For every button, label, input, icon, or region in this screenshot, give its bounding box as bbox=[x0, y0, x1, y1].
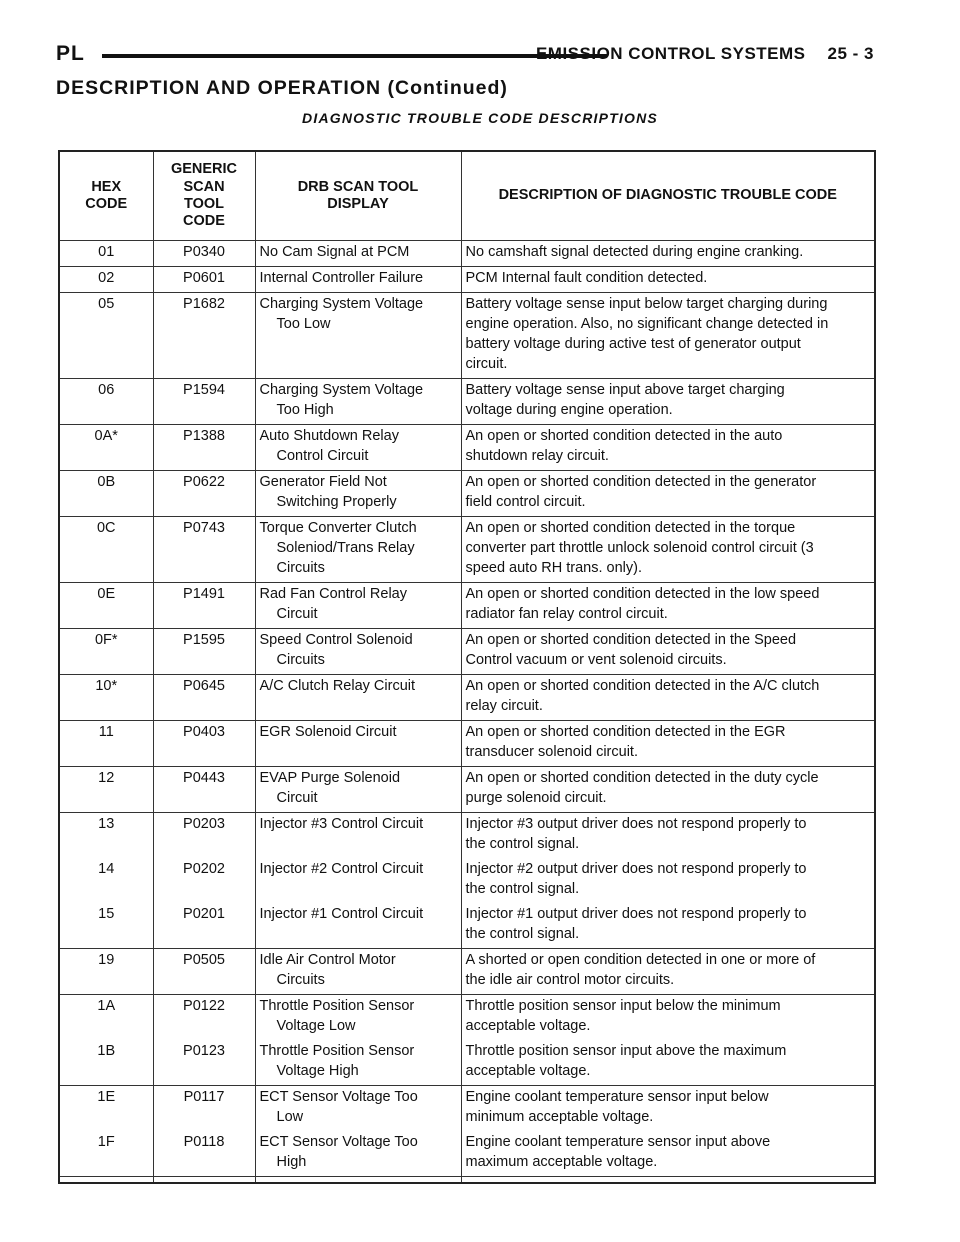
table-row bbox=[59, 995, 875, 1041]
drb-display-text: Idle Air Control Motor Circuits bbox=[259, 952, 396, 988]
cell-generic-code: P0505 bbox=[153, 949, 255, 995]
table-row bbox=[59, 721, 875, 767]
cell-hex-code: 1A bbox=[59, 995, 153, 1041]
cell-drb-display bbox=[255, 1086, 461, 1132]
col-header-hex: HEX CODE bbox=[59, 151, 153, 241]
cell-drb-display bbox=[255, 675, 461, 721]
cell-generic-code: P0118 bbox=[153, 1131, 255, 1177]
table-row bbox=[59, 813, 875, 859]
dtc-table bbox=[58, 150, 876, 1184]
spacer-cell bbox=[153, 1177, 255, 1184]
drb-display-text: Injector #1 Control Circuit bbox=[259, 906, 424, 922]
spacer-cell bbox=[255, 1177, 461, 1184]
section-title: DESCRIPTION AND OPERATION (Continued) bbox=[56, 77, 508, 99]
table-row bbox=[59, 379, 875, 425]
cell-description: An open or shorted condition detected in the low speed radiator fan relay control circuit. bbox=[461, 583, 875, 629]
drb-display-text: EVAP Purge Solenoid Circuit bbox=[259, 770, 401, 806]
cell-generic-code: P0122 bbox=[153, 995, 255, 1041]
cell-description: Injector #2 output driver does not respond properly to the control signal. bbox=[461, 858, 875, 903]
table-row bbox=[59, 583, 875, 629]
cell-hex-code: 05 bbox=[59, 293, 153, 379]
drb-display-text: Rad Fan Control Relay Circuit bbox=[259, 586, 407, 622]
drb-display-text: Internal Controller Failure bbox=[259, 270, 424, 286]
drb-display-text: Charging System Voltage Too High bbox=[259, 382, 424, 418]
drb-display-text: Charging System Voltage Too Low bbox=[259, 296, 424, 332]
cell-hex-code: 06 bbox=[59, 379, 153, 425]
cell-generic-code: P1388 bbox=[153, 425, 255, 471]
cell-generic-code: P0622 bbox=[153, 471, 255, 517]
header-right bbox=[536, 44, 874, 64]
cell-drb-display bbox=[255, 241, 461, 267]
cell-hex-code: 1F bbox=[59, 1131, 153, 1177]
cell-generic-code: P0123 bbox=[153, 1040, 255, 1086]
cell-generic-code: P0203 bbox=[153, 813, 255, 859]
table-row bbox=[59, 1086, 875, 1132]
drb-display-text: EGR Solenoid Circuit bbox=[259, 724, 397, 740]
cell-drb-display bbox=[255, 813, 461, 859]
spacer-cell bbox=[461, 1177, 875, 1184]
cell-description: Engine coolant temperature sensor input below minimum acceptable voltage. bbox=[461, 1086, 875, 1132]
cell-generic-code: P0340 bbox=[153, 241, 255, 267]
cell-description: No camshaft signal detected during engine cranking. bbox=[461, 241, 875, 267]
cell-description: Battery voltage sense input above target charging voltage during engine operation. bbox=[461, 379, 875, 425]
cell-drb-display bbox=[255, 949, 461, 995]
cell-hex-code: 0F* bbox=[59, 629, 153, 675]
cell-description: An open or shorted condition detected in the duty cycle purge solenoid circuit. bbox=[461, 767, 875, 813]
header-code: PL bbox=[56, 42, 85, 65]
cell-description: Battery voltage sense input below target charging during engine operation. Also, no significant change detected in battery voltage during active test of generator output circuit. bbox=[461, 293, 875, 379]
cell-hex-code: 13 bbox=[59, 813, 153, 859]
cell-hex-code: 14 bbox=[59, 858, 153, 903]
drb-display-text: ECT Sensor Voltage Too Low bbox=[259, 1089, 418, 1125]
cell-drb-display bbox=[255, 629, 461, 675]
drb-display-text: Generator Field Not Switching Properly bbox=[259, 474, 397, 510]
cell-hex-code: 1E bbox=[59, 1086, 153, 1132]
drb-display-text: No Cam Signal at PCM bbox=[259, 244, 410, 260]
cell-generic-code: P1594 bbox=[153, 379, 255, 425]
drb-display-text: Injector #3 Control Circuit bbox=[259, 816, 424, 832]
cell-drb-display bbox=[255, 425, 461, 471]
cell-description: An open or shorted condition detected in the Speed Control vacuum or vent solenoid circuits. bbox=[461, 629, 875, 675]
cell-drb-display bbox=[255, 471, 461, 517]
cell-drb-display bbox=[255, 267, 461, 293]
drb-display-text: ECT Sensor Voltage Too High bbox=[259, 1134, 418, 1170]
cell-generic-code: P1682 bbox=[153, 293, 255, 379]
drb-display-text: Speed Control Solenoid Circuits bbox=[259, 632, 413, 668]
cell-generic-code: P0201 bbox=[153, 903, 255, 949]
drb-display-text: A/C Clutch Relay Circuit bbox=[259, 678, 416, 694]
table-row bbox=[59, 517, 875, 583]
page-header bbox=[56, 42, 874, 70]
col-header-generic: GENERIC SCAN TOOL CODE bbox=[153, 151, 255, 241]
table-title: DIAGNOSTIC TROUBLE CODE DESCRIPTIONS bbox=[302, 110, 658, 126]
cell-description: An open or shorted condition detected in the torque converter part throttle unlock solenoid control circuit (3 speed auto RH trans. only). bbox=[461, 517, 875, 583]
cell-drb-display bbox=[255, 583, 461, 629]
table-spacer-row bbox=[59, 1177, 875, 1184]
cell-description: Throttle position sensor input below the minimum acceptable voltage. bbox=[461, 995, 875, 1041]
cell-generic-code: P1491 bbox=[153, 583, 255, 629]
cell-hex-code: 0E bbox=[59, 583, 153, 629]
cell-drb-display bbox=[255, 995, 461, 1041]
cell-hex-code: 1B bbox=[59, 1040, 153, 1086]
cell-drb-display bbox=[255, 1131, 461, 1177]
cell-generic-code: P0743 bbox=[153, 517, 255, 583]
drb-display-text: Injector #2 Control Circuit bbox=[259, 861, 424, 877]
cell-drb-display bbox=[255, 721, 461, 767]
cell-generic-code: P1595 bbox=[153, 629, 255, 675]
table-row bbox=[59, 949, 875, 995]
col-header-desc: DESCRIPTION OF DIAGNOSTIC TROUBLE CODE bbox=[461, 151, 875, 241]
table-row bbox=[59, 675, 875, 721]
cell-generic-code: P0403 bbox=[153, 721, 255, 767]
cell-generic-code: P0645 bbox=[153, 675, 255, 721]
table-row bbox=[59, 267, 875, 293]
spacer-cell bbox=[59, 1177, 153, 1184]
drb-display-text: Throttle Position Sensor Voltage Low bbox=[259, 998, 415, 1034]
table-row bbox=[59, 629, 875, 675]
cell-drb-display bbox=[255, 1040, 461, 1086]
table-row bbox=[59, 1040, 875, 1086]
header-rule bbox=[102, 54, 607, 58]
cell-generic-code: P0601 bbox=[153, 267, 255, 293]
cell-description: Injector #3 output driver does not respond properly to the control signal. bbox=[461, 813, 875, 859]
cell-description: Throttle position sensor input above the maximum acceptable voltage. bbox=[461, 1040, 875, 1086]
table-row bbox=[59, 425, 875, 471]
col-header-drb: DRB SCAN TOOL DISPLAY bbox=[255, 151, 461, 241]
drb-display-text: Auto Shutdown Relay Control Circuit bbox=[259, 428, 399, 464]
cell-generic-code: P0443 bbox=[153, 767, 255, 813]
table-row bbox=[59, 858, 875, 903]
cell-drb-display bbox=[255, 903, 461, 949]
table-row bbox=[59, 1131, 875, 1177]
cell-drb-display bbox=[255, 379, 461, 425]
drb-display-text: Torque Converter Clutch Soleniod/Trans Relay Circuits bbox=[259, 520, 417, 576]
cell-description: Injector #1 output driver does not respond properly to the control signal. bbox=[461, 903, 875, 949]
table-row bbox=[59, 471, 875, 517]
cell-drb-display bbox=[255, 293, 461, 379]
cell-hex-code: 12 bbox=[59, 767, 153, 813]
cell-hex-code: 0A* bbox=[59, 425, 153, 471]
table-body bbox=[59, 241, 875, 1184]
cell-hex-code: 15 bbox=[59, 903, 153, 949]
cell-description: A shorted or open condition detected in one or more of the idle air control motor circuits. bbox=[461, 949, 875, 995]
cell-description: Engine coolant temperature sensor input above maximum acceptable voltage. bbox=[461, 1131, 875, 1177]
cell-drb-display bbox=[255, 858, 461, 903]
table-row bbox=[59, 903, 875, 949]
cell-hex-code: 10* bbox=[59, 675, 153, 721]
cell-generic-code: P0202 bbox=[153, 858, 255, 903]
cell-drb-display bbox=[255, 767, 461, 813]
cell-hex-code: 11 bbox=[59, 721, 153, 767]
table-header bbox=[59, 151, 875, 241]
cell-description: An open or shorted condition detected in the A/C clutch relay circuit. bbox=[461, 675, 875, 721]
cell-description: An open or shorted condition detected in the generator field control circuit. bbox=[461, 471, 875, 517]
cell-hex-code: 0C bbox=[59, 517, 153, 583]
cell-description: An open or shorted condition detected in the EGR transducer solenoid circuit. bbox=[461, 721, 875, 767]
cell-hex-code: 0B bbox=[59, 471, 153, 517]
table-row bbox=[59, 767, 875, 813]
table-row bbox=[59, 241, 875, 267]
cell-hex-code: 19 bbox=[59, 949, 153, 995]
header-page-number: 25 - 3 bbox=[827, 44, 874, 63]
cell-drb-display bbox=[255, 517, 461, 583]
cell-hex-code: 02 bbox=[59, 267, 153, 293]
cell-description: An open or shorted condition detected in the auto shutdown relay circuit. bbox=[461, 425, 875, 471]
table-row bbox=[59, 293, 875, 379]
drb-display-text: Throttle Position Sensor Voltage High bbox=[259, 1043, 415, 1079]
header-section: EMISSION CONTROL SYSTEMS bbox=[535, 44, 806, 63]
cell-description: PCM Internal fault condition detected. bbox=[461, 267, 875, 293]
cell-hex-code: 01 bbox=[59, 241, 153, 267]
cell-generic-code: P0117 bbox=[153, 1086, 255, 1132]
